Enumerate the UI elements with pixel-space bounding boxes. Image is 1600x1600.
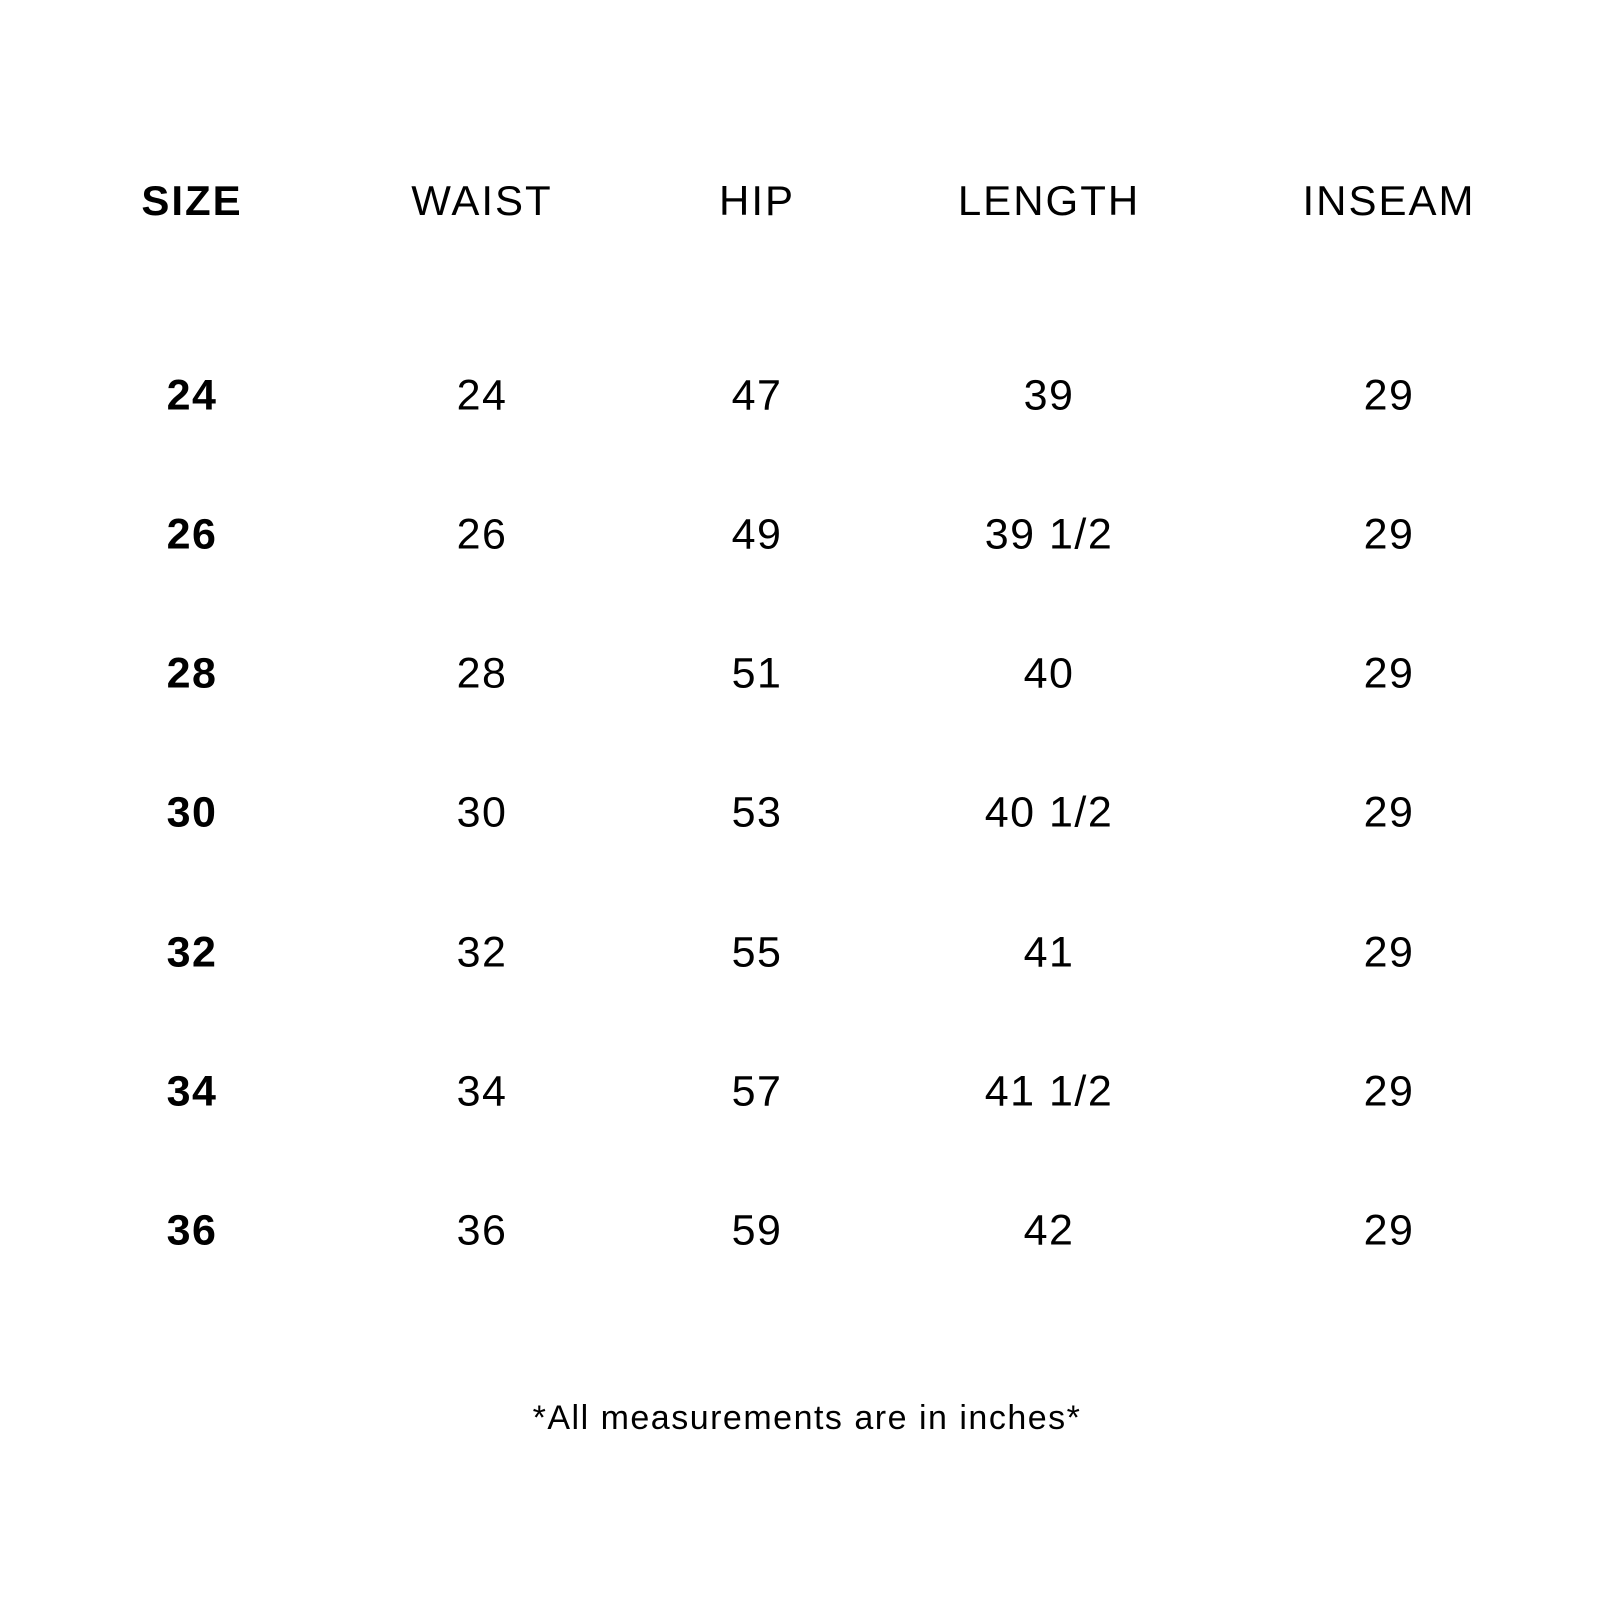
table-cell-length: 42 [1023,1206,1075,1255]
table-cell-length: 39 1/2 [984,510,1114,559]
table-cell-waist: 36 [456,1206,508,1255]
table-cell-inseam: 29 [1363,649,1415,698]
table-cell-length: 40 1/2 [984,788,1114,837]
table-cell-hip: 49 [731,510,783,559]
table-cell-hip: 57 [731,1067,783,1116]
table-cell-waist: 28 [456,649,508,698]
table-cell-length: 39 [1023,371,1075,420]
column-header-hip: HIP [718,177,796,224]
measurements-footnote: *All measurements are in inches* [532,1399,1082,1437]
table-cell-size: 24 [166,371,218,420]
table-cell-hip: 51 [731,649,783,698]
table-cell-size: 36 [166,1206,218,1255]
table-cell-waist: 24 [456,371,508,420]
table-cell-waist: 34 [456,1067,508,1116]
table-cell-length: 41 1/2 [984,1067,1114,1116]
table-cell-waist: 26 [456,510,508,559]
table-cell-hip: 53 [731,788,783,837]
table-cell-length: 41 [1023,928,1075,977]
table-cell-hip: 47 [731,371,783,420]
table-cell-inseam: 29 [1363,1067,1415,1116]
table-cell-size: 28 [166,649,218,698]
column-header-length: LENGTH [957,177,1141,224]
table-cell-length: 40 [1023,649,1075,698]
column-header-size: SIZE [141,177,243,224]
table-cell-inseam: 29 [1363,510,1415,559]
table-cell-size: 26 [166,510,218,559]
column-header-inseam: INSEAM [1302,177,1476,224]
table-cell-inseam: 29 [1363,1206,1415,1255]
table-cell-hip: 59 [731,1206,783,1255]
table-cell-size: 32 [166,928,218,977]
table-cell-waist: 30 [456,788,508,837]
column-header-waist: WAIST [411,177,553,224]
table-cell-inseam: 29 [1363,928,1415,977]
table-cell-hip: 55 [731,928,783,977]
table-cell-size: 30 [166,788,218,837]
table-cell-waist: 32 [456,928,508,977]
table-cell-size: 34 [166,1067,218,1116]
table-cell-inseam: 29 [1363,788,1415,837]
table-cell-inseam: 29 [1363,371,1415,420]
